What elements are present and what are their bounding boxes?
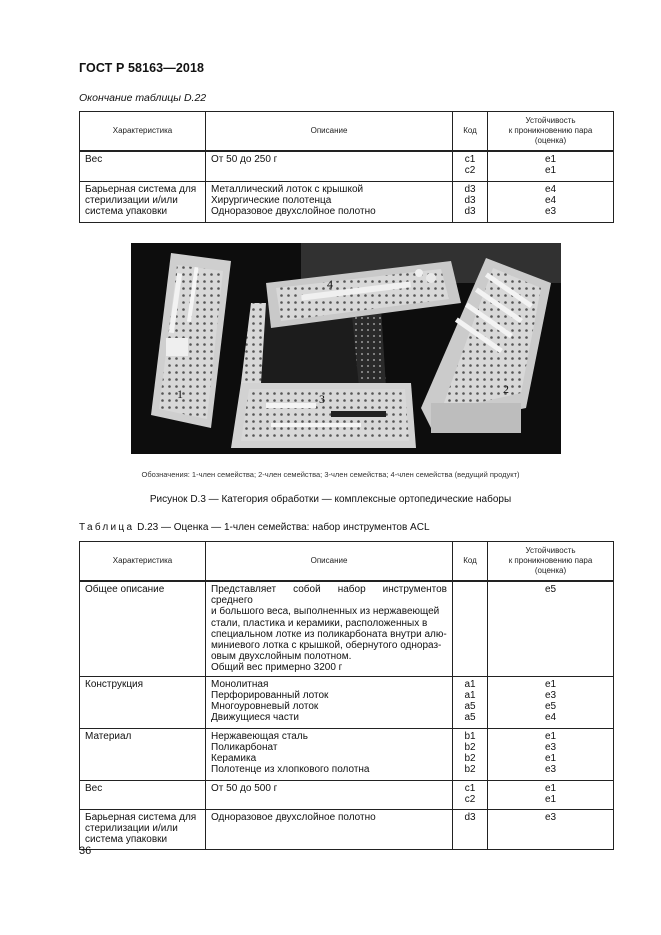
table-row xyxy=(80,581,614,676)
header-characteristic: Характеристика xyxy=(80,542,206,582)
cell-score: e1 e3 e5 e4 xyxy=(488,676,614,728)
table-row xyxy=(80,728,614,780)
cell-characteristic: Материал xyxy=(80,728,206,780)
table-continuation-caption: Окончание таблицы D.22 xyxy=(79,92,207,104)
header-description: Описание xyxy=(206,112,453,152)
cell-code: d3 xyxy=(453,809,488,849)
table-caption-text: D.23 — Оценка — 1-член семейства: набор инструментов ACL xyxy=(134,522,430,533)
cell-code: a1 a1 a5 a5 xyxy=(453,676,488,728)
figure-legend: Обозначения: 1-член семейства; 2-член семейства; 3-член семейства; 4-член семейства (ведущий продукт) xyxy=(141,470,520,479)
cell-characteristic: Конструкция xyxy=(80,676,206,728)
cell-characteristic: Вес xyxy=(80,151,206,182)
cell-description: Металлический лоток с крышкой Хирургические полотенца Одноразовое двухслойное полотно xyxy=(206,182,453,223)
figure-label-3: 3 xyxy=(319,392,325,406)
table-header-row xyxy=(80,542,614,582)
cell-code: c1 c2 xyxy=(453,780,488,809)
table-d23-caption xyxy=(79,522,430,533)
table-row xyxy=(80,676,614,728)
cell-description: Одноразовое двухслойное полотно xyxy=(206,809,453,849)
table-d23 xyxy=(79,541,614,850)
cell-description: Нержавеющая сталь Поликарбонат Керамика Полотенце из хлопкового полотна xyxy=(206,728,453,780)
table-caption-word: Таблица xyxy=(79,522,135,533)
figure-caption: Рисунок D.3 — Категория обработки — комплексные ортопедические наборы xyxy=(149,494,512,505)
cell-score: e5 xyxy=(488,581,614,676)
cell-score: e3 xyxy=(488,809,614,849)
header-code: Код xyxy=(453,112,488,152)
cell-description: От 50 до 250 г xyxy=(206,151,453,182)
header-characteristic: Характеристика xyxy=(80,112,206,152)
document-id: ГОСТ Р 58163—2018 xyxy=(79,61,205,75)
cell-score: e1 e1 xyxy=(488,151,614,182)
cell-characteristic: Вес xyxy=(80,780,206,809)
table-header-row xyxy=(80,112,614,152)
header-steam-resistance: Устойчивость к проникновению пара (оценка) xyxy=(488,542,614,582)
table-row xyxy=(80,780,614,809)
cell-code: b1 b2 b2 b2 xyxy=(453,728,488,780)
figure-label-2: 2 xyxy=(503,382,509,396)
table-row xyxy=(80,809,614,849)
header-steam-resistance: Устойчивость к проникновению пара (оценка) xyxy=(488,112,614,152)
cell-characteristic: Барьерная система для стерилизации и/или система упаковки xyxy=(80,809,206,849)
header-description: Описание xyxy=(206,542,453,582)
cell-score: e4 e4 e3 xyxy=(488,182,614,223)
tray-3 xyxy=(231,383,416,448)
cell-code: d3 d3 d3 xyxy=(453,182,488,223)
cell-characteristic: Общее описание xyxy=(80,581,206,676)
cell-description: От 50 до 500 г xyxy=(206,780,453,809)
header-code: Код xyxy=(453,542,488,582)
cell-description: Представляет собой набор инструментов среднего и большого веса, выполненных из нержавеющей стали, пластика и керамики, расположенных в специальном лотке из поликарбоната внутри алю- миниевого лотка с крышкой, обернутого однораз- овым двухслойным полотном. Общий вес примерно 3200 г xyxy=(206,581,453,676)
cell-code: c1 c2 xyxy=(453,151,488,182)
cell-score: e1 e1 xyxy=(488,780,614,809)
table-d22-end xyxy=(79,111,614,223)
figure-label-1: 1 xyxy=(177,387,183,401)
cell-code xyxy=(453,581,488,676)
table-row xyxy=(80,182,614,223)
table-row xyxy=(80,151,614,182)
orthopedic-sets-illustration xyxy=(131,243,561,454)
cell-score: e1 e3 e1 e3 xyxy=(488,728,614,780)
cell-description: Монолитная Перфорированный лоток Многоуровневый лоток Движущиеся части xyxy=(206,676,453,728)
page-number: 36 xyxy=(79,845,92,857)
figure-label-4: 4 xyxy=(327,277,333,291)
cell-characteristic: Барьерная система для стерилизации и/или система упаковки xyxy=(80,182,206,223)
orthopedic-sets-photo xyxy=(131,243,561,454)
